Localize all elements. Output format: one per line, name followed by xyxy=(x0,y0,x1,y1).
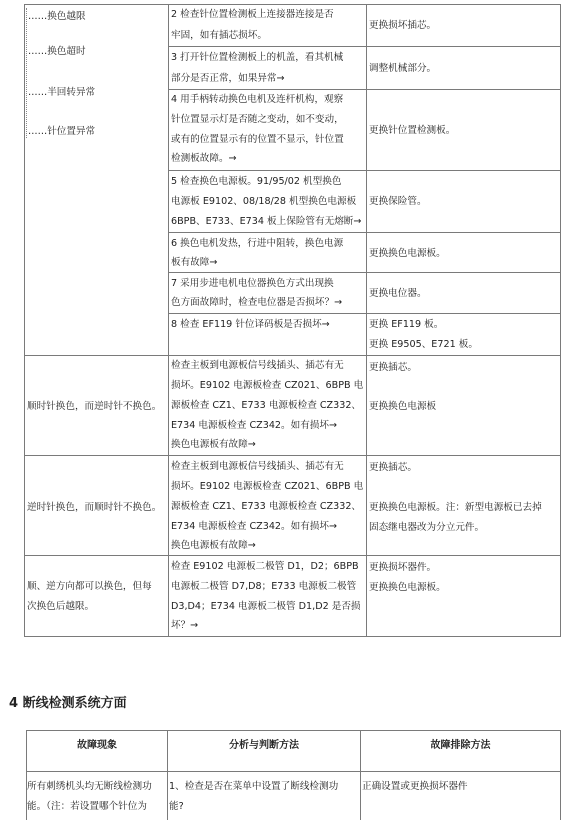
fix-text: 固态继电器改为分立元件。 xyxy=(369,522,485,533)
fault-symptom: 次换色后越限。 xyxy=(27,601,95,612)
analysis-text: 1、检查是否在菜单中设置了断线检测功 xyxy=(169,781,339,792)
analysis-text: 换色电源板有故障→ xyxy=(171,540,256,551)
fix-text: 更换换色电源板 xyxy=(369,401,437,412)
analysis-text: 6 换色电机发热，行进中阻转，换色电源 xyxy=(171,238,344,249)
fault-item: ……换色超时 xyxy=(28,46,86,57)
fault-symptom: 顺、逆方向都可以换色，但每 xyxy=(27,581,152,592)
analysis-text: 8 检查 EF119 针位译码板是否损坏→ xyxy=(171,319,330,330)
analysis-text: 7 采用步进电机电位器换色方式出现换 xyxy=(171,278,334,289)
analysis-text: 2 检查针位置检测板上连接器连接是否 xyxy=(171,9,334,20)
analysis-text: E734 电源板检查 CZ342。如有损坏→ xyxy=(171,420,338,431)
analysis-text: 牢固，如有插芯损坏。 xyxy=(171,30,267,41)
fault-symptom: 逆时针换色，而顺时针不换色。 xyxy=(27,502,162,513)
analysis-text: 源板检查 CZ1、E733 电源板检查 CZ332、 xyxy=(171,400,362,411)
tree-connector xyxy=(26,8,27,138)
fix-text: 正确设置或更换损坏器件 xyxy=(362,781,468,792)
fix-text: 更换针位置检测板。 xyxy=(369,125,456,136)
fault-item: ……针位置异常 xyxy=(28,126,96,137)
fix-text: 调整机械部分。 xyxy=(369,63,437,74)
analysis-text: D3,D4；E734 电源板二极管 D1,D2 是否损 xyxy=(171,601,361,612)
table-border xyxy=(366,4,367,636)
column-header: 故障现象 xyxy=(77,740,117,751)
column-header: 故障排除方法 xyxy=(430,740,491,751)
analysis-text: 或有的位置显示有的位置不显示，针位置 xyxy=(171,134,344,145)
table-border xyxy=(168,4,169,636)
fix-text: 更换插芯。 xyxy=(369,462,417,473)
analysis-text: 5 检查换色电源板。91/95/02 机型换色 xyxy=(171,176,342,187)
table-border xyxy=(24,636,561,637)
fix-text: 更换损坏器件。 xyxy=(369,562,437,573)
fix-text: 更换保险管。 xyxy=(369,196,427,207)
fix-text: 更换插芯。 xyxy=(369,362,417,373)
fix-text: 更换损坏插芯。 xyxy=(369,20,437,31)
analysis-text: 4 用手柄转动换色电机及连杆机构，观察 xyxy=(171,94,344,105)
analysis-text: 检查主板到电源板信号线插头、插芯有无 xyxy=(171,360,344,371)
analysis-text: 针位置显示灯是否随之变动，如不变动， xyxy=(171,114,344,125)
column-header: 分析与判断方法 xyxy=(229,740,299,751)
analysis-text: 能? xyxy=(169,801,184,812)
table-border xyxy=(560,730,561,820)
analysis-text: 检查 E9102 电源板二极管 D1，D2；6BPB xyxy=(171,561,359,572)
analysis-text: 损坏。E9102 电源板检查 CZ021、6BPB 电 xyxy=(171,481,364,492)
fault-symptom: 能。（注：若设置哪个针位为 xyxy=(27,801,147,812)
fix-text: 更换电位器。 xyxy=(369,288,427,299)
analysis-text: 色方面故障时，检查电位器是否损坏？→ xyxy=(171,297,343,308)
fault-item: ……半回转异常 xyxy=(28,87,96,98)
fault-symptom: 所有刺绣机头均无断线检测功 xyxy=(27,781,152,792)
fix-text: 更换换色电源板。 xyxy=(369,582,446,593)
analysis-text: 检查主板到电源板信号线插头、插芯有无 xyxy=(171,461,344,472)
analysis-text: 板有故障→ xyxy=(171,257,218,268)
table-border xyxy=(24,4,25,636)
analysis-text: 电源板二极管 D7,D8；E733 电源板二极管 xyxy=(171,581,357,592)
analysis-text: E734 电源板检查 CZ342。如有损坏→ xyxy=(171,521,338,532)
analysis-text: 6BPB、E733、E734 板上保险管有无熔断→ xyxy=(171,216,362,227)
analysis-text: 换色电源板有故障→ xyxy=(171,439,256,450)
analysis-text: 3 打开针位置检测板上的机盖，看其机械 xyxy=(171,52,344,63)
fix-text: 更换 EF119 板。 xyxy=(369,319,444,330)
table-border xyxy=(26,771,561,772)
analysis-text: 坏？→ xyxy=(171,620,199,631)
fix-text: 更换换色电源板。注：新型电源板已去掉 xyxy=(369,502,542,513)
analysis-text: 源板检查 CZ1、E733 电源板检查 CZ332、 xyxy=(171,501,362,512)
analysis-text: 检测板故障。→ xyxy=(171,153,237,164)
section-heading: 4 断线检测系统方面 xyxy=(9,696,127,711)
analysis-text: 电源板 E9102、08/18/28 机型换色电源板 xyxy=(171,196,357,207)
analysis-text: 部分是否正常，如果异常→ xyxy=(171,73,285,84)
table-border xyxy=(26,730,561,731)
fix-text: 更换 E9505、E721 板。 xyxy=(369,339,478,350)
fault-item: ……换色越限 xyxy=(28,11,86,22)
fix-text: 更换换色电源板。 xyxy=(369,248,446,259)
analysis-text: 损坏。E9102 电源板检查 CZ021、6BPB 电 xyxy=(171,380,364,391)
table-border xyxy=(560,4,561,636)
fault-symptom: 顺时针换色，而逆时针不换色。 xyxy=(27,401,162,412)
